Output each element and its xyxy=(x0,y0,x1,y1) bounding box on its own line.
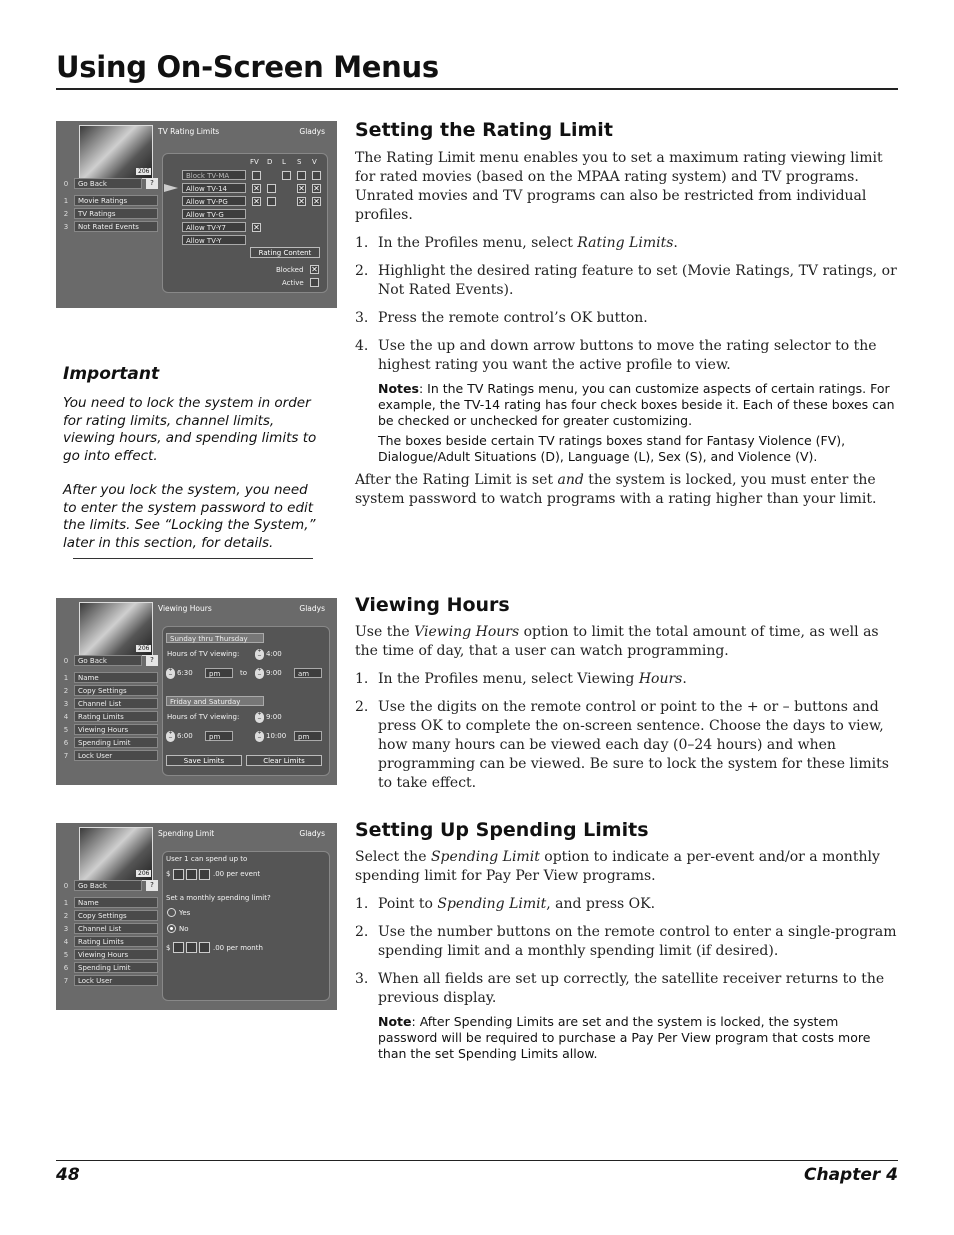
rating-row[interactable]: Block TV-MA xyxy=(182,170,246,180)
user-name: Gladys xyxy=(299,127,325,136)
spending-section xyxy=(355,848,898,1066)
menu-item-tv-ratings[interactable]: 2 TV Ratings xyxy=(60,208,160,220)
rating-row[interactable]: Allow TV-PG xyxy=(182,196,246,206)
checkbox-icon[interactable]: ✕ xyxy=(253,197,260,206)
menu-item-viewing-hours[interactable]: 5 Viewing Hours xyxy=(60,949,160,961)
screen-title: Spending Limit xyxy=(158,829,215,838)
from-time-stepper[interactable]: + − xyxy=(166,731,175,742)
per-month-label: .00 per month xyxy=(213,944,263,952)
active-label: Active xyxy=(282,279,304,287)
from-time: 6:00 xyxy=(177,732,193,740)
days-group-2-select[interactable]: Friday and Saturday xyxy=(166,696,264,706)
important-divider xyxy=(73,558,313,559)
yes-label: Yes xyxy=(179,909,191,917)
section-heading-rating-limit: Setting the Rating Limit xyxy=(355,119,613,141)
channel-number: 206 xyxy=(138,870,150,877)
rating-content-label: Rating Content xyxy=(250,247,320,258)
spend-line-label: User 1 can spend up to xyxy=(166,855,248,863)
page-title: Using On-Screen Menus xyxy=(56,50,439,84)
user-name: Gladys xyxy=(299,604,325,613)
radio-no-icon[interactable] xyxy=(167,924,176,933)
rating-limit-section xyxy=(355,149,898,518)
important-title: Important xyxy=(63,364,160,384)
spending-intro: Select the Spending Limit option to indicate a per-event and/or a monthly spending limit for Pay Per View programs. xyxy=(355,849,880,884)
viewing-hours-section xyxy=(355,623,898,802)
to-ampm-select[interactable]: am xyxy=(294,668,322,678)
per-event-label: .00 per event xyxy=(213,870,261,878)
spending-limit-screenshot xyxy=(56,823,337,1010)
important-p2: After you lock the system, you need to enter the system password to edit the limits. See “Locking the System,” later in this section, for details. xyxy=(63,482,316,551)
to-label: to xyxy=(240,669,248,677)
menu-item-viewing-hours[interactable]: 5 Viewing Hours xyxy=(60,724,160,736)
menu-item-spending-limit[interactable]: 6 Spending Limit xyxy=(60,737,160,749)
spending-step-3: 3. When all fields are set up correctly, the satellite receiver returns to the previous display. xyxy=(355,971,885,1006)
channel-number: 206 xyxy=(138,168,150,175)
rating-row[interactable]: Allow TV-G xyxy=(182,209,246,219)
rating-step-1: 1. In the Profiles menu, select Rating Limits. xyxy=(355,235,678,251)
col-v: V xyxy=(312,158,317,166)
menu-item-movie-ratings[interactable]: 1 Movie Ratings xyxy=(60,195,160,207)
no-label: No xyxy=(179,925,189,933)
rating-after: After the Rating Limit is set and the system is locked, you must enter the system password to watch programs with a rating higher than your limit. xyxy=(355,472,877,507)
per-month-digit[interactable] xyxy=(173,942,184,953)
from-ampm-select[interactable]: pm xyxy=(205,668,233,678)
radio-yes-icon[interactable] xyxy=(167,908,176,917)
side-menu xyxy=(60,655,160,763)
to-time-stepper[interactable]: + − xyxy=(255,668,264,679)
help-icon: ? xyxy=(146,880,158,891)
per-month-digit[interactable] xyxy=(199,942,210,953)
menu-item-go-back[interactable]: 0 Go Back ? xyxy=(60,655,160,667)
per-month-digit[interactable] xyxy=(186,942,197,953)
side-menu xyxy=(60,178,160,234)
rating-intro: The Rating Limit menu enables you to set a maximum rating viewing limit for rated movies (based on the MPAA rating system) and TV programs. Unrated movies and TV programs can also be restricted from individual profiles. xyxy=(355,150,883,223)
active-checkbox-icon[interactable] xyxy=(310,278,319,287)
hours-step-2: 2. Use the digits on the remote control or point to the + or – buttons and press OK to complete the on-screen sentence. Choose the days to view, how many hours can be viewed each day (0–24 hours) and when programming can be viewed. Be sure to lock the system for these limits to take effect. xyxy=(355,699,889,791)
days-group-1-select[interactable]: Sunday thru Thursday xyxy=(166,633,264,643)
col-d: D xyxy=(267,158,273,166)
section-heading-spending-limits: Setting Up Spending Limits xyxy=(355,819,649,841)
clear-limits-button[interactable]: Clear Limits xyxy=(246,755,322,766)
rating-row[interactable]: Allow TV-Y xyxy=(182,235,246,245)
to-time-stepper[interactable]: + − xyxy=(255,731,264,742)
hours-label: Hours of TV viewing: xyxy=(167,713,240,721)
channel-number: 206 xyxy=(138,645,150,652)
page-number: 48 xyxy=(56,1165,80,1185)
per-event-digit[interactable] xyxy=(186,869,197,880)
checkbox-icon[interactable]: ✕ xyxy=(298,197,305,206)
tv-rating-limits-screenshot xyxy=(56,121,337,308)
checkbox-icon[interactable] xyxy=(267,184,276,193)
spending-step-2: 2. Use the number buttons on the remote control to enter a single-program spending limit and a monthly spending limit (if desired). xyxy=(355,924,897,959)
checkbox-icon[interactable]: ✕ xyxy=(313,184,320,193)
checkbox-icon[interactable]: ✕ xyxy=(313,197,320,206)
section-heading-viewing-hours: Viewing Hours xyxy=(355,594,510,616)
rating-note-1: Notes: In the TV Ratings menu, you can customize aspects of certain ratings. For example, the TV-14 rating has four check boxes beside it. Each of these boxes can be checked or unchecked for greater customizing. xyxy=(378,381,895,428)
from-time: 6:30 xyxy=(177,669,193,677)
hours-stepper[interactable]: + − xyxy=(255,712,264,723)
menu-item-channel-list[interactable]: 3 Channel List xyxy=(60,698,160,710)
from-ampm-select[interactable]: pm xyxy=(205,731,233,741)
checkbox-icon[interactable] xyxy=(297,171,306,180)
help-icon: ? xyxy=(146,655,158,666)
col-fv: FV xyxy=(250,158,259,166)
checkbox-icon[interactable]: ✕ xyxy=(298,184,305,193)
menu-item-go-back[interactable]: 0 Go Back ? xyxy=(60,880,160,892)
rating-step-4: 4. Use the up and down arrow buttons to move the rating selector to the highest rating you want the active profile to view. xyxy=(355,338,877,373)
screen-title: Viewing Hours xyxy=(158,604,212,613)
important-p1: You need to lock the system in order for rating limits, channel limits, viewing hours, and spending limits to go into effect. xyxy=(63,395,317,464)
menu-item-not-rated-events[interactable]: 3 Not Rated Events xyxy=(60,221,160,233)
per-event-digit[interactable] xyxy=(173,869,184,880)
hours-value: 4:00 xyxy=(266,650,282,658)
per-event-digit[interactable] xyxy=(199,869,210,880)
to-time: 10:00 xyxy=(266,732,287,740)
viewing-hours-screenshot xyxy=(56,598,337,785)
save-limits-button[interactable]: Save Limits xyxy=(166,755,242,766)
menu-item-rating-limits[interactable]: 4 Rating Limits xyxy=(60,936,160,948)
menu-item-rating-limits[interactable]: 4 Rating Limits xyxy=(60,711,160,723)
screen-title: TV Rating Limits xyxy=(158,127,220,136)
checkbox-icon[interactable] xyxy=(252,171,261,180)
rating-row[interactable]: Allow TV-14 xyxy=(182,183,246,193)
spending-note: Note: After Spending Limits are set and the system is locked, the system password will be required to purchase a Pay Per View program that costs more than the set Spending Limits allow. xyxy=(378,1014,871,1061)
from-time-stepper[interactable]: + − xyxy=(166,668,175,679)
important-text xyxy=(63,395,321,569)
rating-selector-arrow-icon xyxy=(164,184,178,192)
menu-item-name[interactable]: 1 Name xyxy=(60,897,160,909)
menu-item-lock-user[interactable]: 7 Lock User xyxy=(60,750,160,762)
col-l: L xyxy=(282,158,286,166)
to-time: 9:00 xyxy=(266,669,282,677)
help-icon: ? xyxy=(146,178,158,189)
to-ampm-select[interactable]: pm xyxy=(294,731,322,741)
footer-divider xyxy=(56,1160,898,1161)
blocked-label: Blocked xyxy=(276,266,304,274)
menu-item-lock-user[interactable]: 7 Lock User xyxy=(60,975,160,987)
header-divider xyxy=(56,88,898,90)
rating-row[interactable]: Allow TV-Y7 xyxy=(182,222,246,232)
dollar-sign: $ xyxy=(166,944,171,952)
hours-value: 9:00 xyxy=(266,713,282,721)
checkbox-icon[interactable]: ✕ xyxy=(253,184,260,193)
blocked-checkbox-icon[interactable]: ✕ xyxy=(311,265,318,274)
rating-step-3: 3. Press the remote control’s OK button. xyxy=(355,310,648,326)
menu-item-channel-list[interactable]: 3 Channel List xyxy=(60,923,160,935)
checkbox-icon[interactable] xyxy=(282,171,291,180)
hours-label: Hours of TV viewing: xyxy=(167,650,240,658)
user-name: Gladys xyxy=(299,829,325,838)
checkbox-icon[interactable] xyxy=(312,171,321,180)
menu-item-spending-limit[interactable]: 6 Spending Limit xyxy=(60,962,160,974)
monthly-question: Set a monthly spending limit? xyxy=(166,894,271,902)
side-menu xyxy=(60,880,160,988)
checkbox-icon[interactable] xyxy=(267,197,276,206)
col-s: S xyxy=(297,158,302,166)
menu-item-copy-settings[interactable]: 2 Copy Settings xyxy=(60,685,160,697)
hours-intro: Use the Viewing Hours option to limit the total amount of time, as well as the time of day, that a user can watch programming. xyxy=(355,624,879,659)
rating-note-2: The boxes beside certain TV ratings boxes stand for Fantasy Violence (FV), Dialogue/Adult Situations (D), Language (L), Sex (S), and Violence (V). xyxy=(378,433,846,464)
menu-item-go-back[interactable]: 0 Go Back ? xyxy=(60,178,160,190)
hours-step-1: 1. In the Profiles menu, select Viewing Hours. xyxy=(355,671,687,687)
checkbox-icon[interactable]: ✕ xyxy=(253,223,260,232)
dollar-sign: $ xyxy=(166,870,171,878)
chapter-label: Chapter 4 xyxy=(803,1165,898,1185)
rating-step-2: 2. Highlight the desired rating feature to set (Movie Ratings, TV ratings, or Not Rated Events). xyxy=(355,263,897,298)
menu-item-copy-settings[interactable]: 2 Copy Settings xyxy=(60,910,160,922)
hours-stepper[interactable]: + − xyxy=(255,649,264,660)
menu-item-name[interactable]: 1 Name xyxy=(60,672,160,684)
spending-step-1: 1. Point to Spending Limit, and press OK. xyxy=(355,896,656,912)
